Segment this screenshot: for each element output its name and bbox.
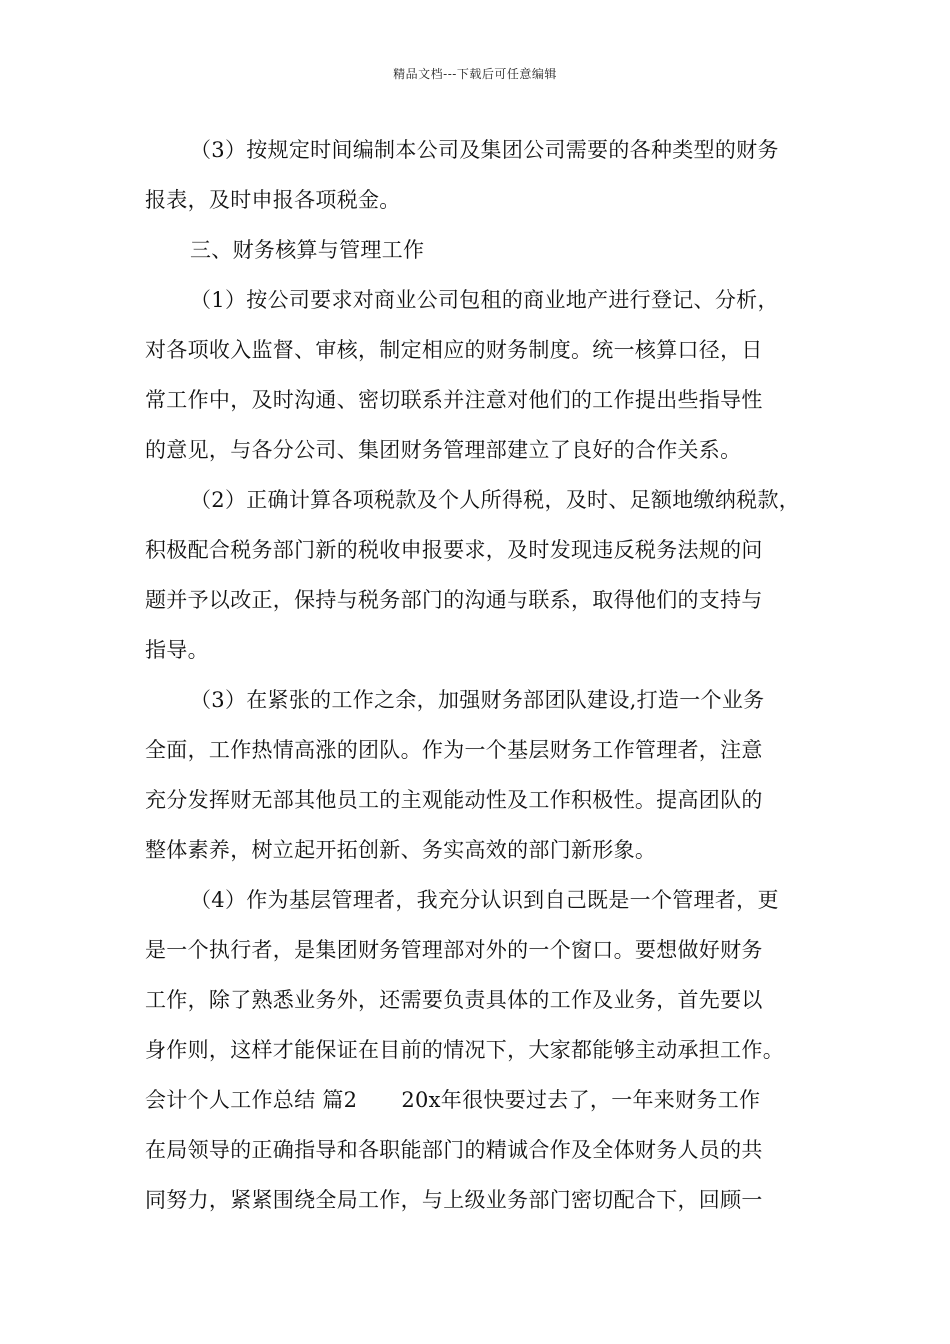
paragraph-line: （3）在紧张的工作之余，加强财务部团队建设,打造一个业务 — [190, 688, 765, 712]
paragraph-line: 积极配合税务部门新的税收申报要求，及时发现违反税务法规的问 — [145, 538, 763, 562]
paragraph-line: 题并予以改正，保持与税务部门的沟通与联系，取得他们的支持与 — [145, 588, 763, 612]
paragraph-line: 报表，及时申报各项税金。 — [145, 188, 401, 212]
paragraph-line: （1）按公司要求对商业公司包租的商业地产进行登记、分析， — [190, 288, 779, 312]
paragraph-line: 是一个执行者，是集团财务管理部对外的一个窗口。要想做好财务 — [145, 938, 763, 962]
paragraph-line: 同努力，紧紧围绕全局工作，与上级业务部门密切配合下，回顾一 — [145, 1188, 763, 1212]
paragraph-line: 充分发挥财无部其他员工的主观能动性及工作积极性。提高团队的 — [145, 788, 763, 812]
section-title: 会计个人工作总结 篇2 — [145, 1088, 358, 1112]
section-title-line — [145, 1085, 760, 1115]
paragraph-line: 工作，除了熟悉业务外，还需要负责具体的工作及业务，首先要以 — [145, 988, 763, 1012]
paragraph-line: （2）正确计算各项税款及个人所得税，及时、足额地缴纳税款， — [190, 488, 801, 512]
paragraph-line: （4）作为基层管理者，我充分认识到自己既是一个管理者，更 — [190, 888, 779, 912]
section-heading: 三、财务核算与管理工作 — [190, 238, 425, 262]
page-header: 精品文档---下载后可任意编辑 — [393, 67, 557, 81]
paragraph-line: （3）按规定时间编制本公司及集团公司需要的各种类型的财务 — [190, 138, 779, 162]
paragraph-line: 常工作中，及时沟通、密切联系并注意对他们的工作提出些指导性 — [145, 388, 763, 412]
paragraph-line: 整体素养，树立起开拓创新、务实高效的部门新形象。 — [145, 838, 657, 862]
paragraph-line: 的意见，与各分公司、集团财务管理部建立了良好的合作关系。 — [145, 438, 742, 462]
paragraph-line: 在局领导的正确指导和各职能部门的精诚合作及全体财务人员的共 — [145, 1138, 763, 1162]
paragraph-line: 指导。 — [145, 638, 209, 662]
paragraph-line: 身作则，这样才能保证在目前的情况下，大家都能够主动承担工作。 — [145, 1038, 784, 1062]
paragraph-line: 对各项收入监督、审核，制定相应的财务制度。统一核算口径，日 — [145, 338, 763, 362]
section-first-text: 20x年很快要过去了，一年来财务工作 — [401, 1088, 761, 1112]
paragraph-line: 全面，工作热情高涨的团队。作为一个基层财务工作管理者，注意 — [145, 738, 763, 762]
